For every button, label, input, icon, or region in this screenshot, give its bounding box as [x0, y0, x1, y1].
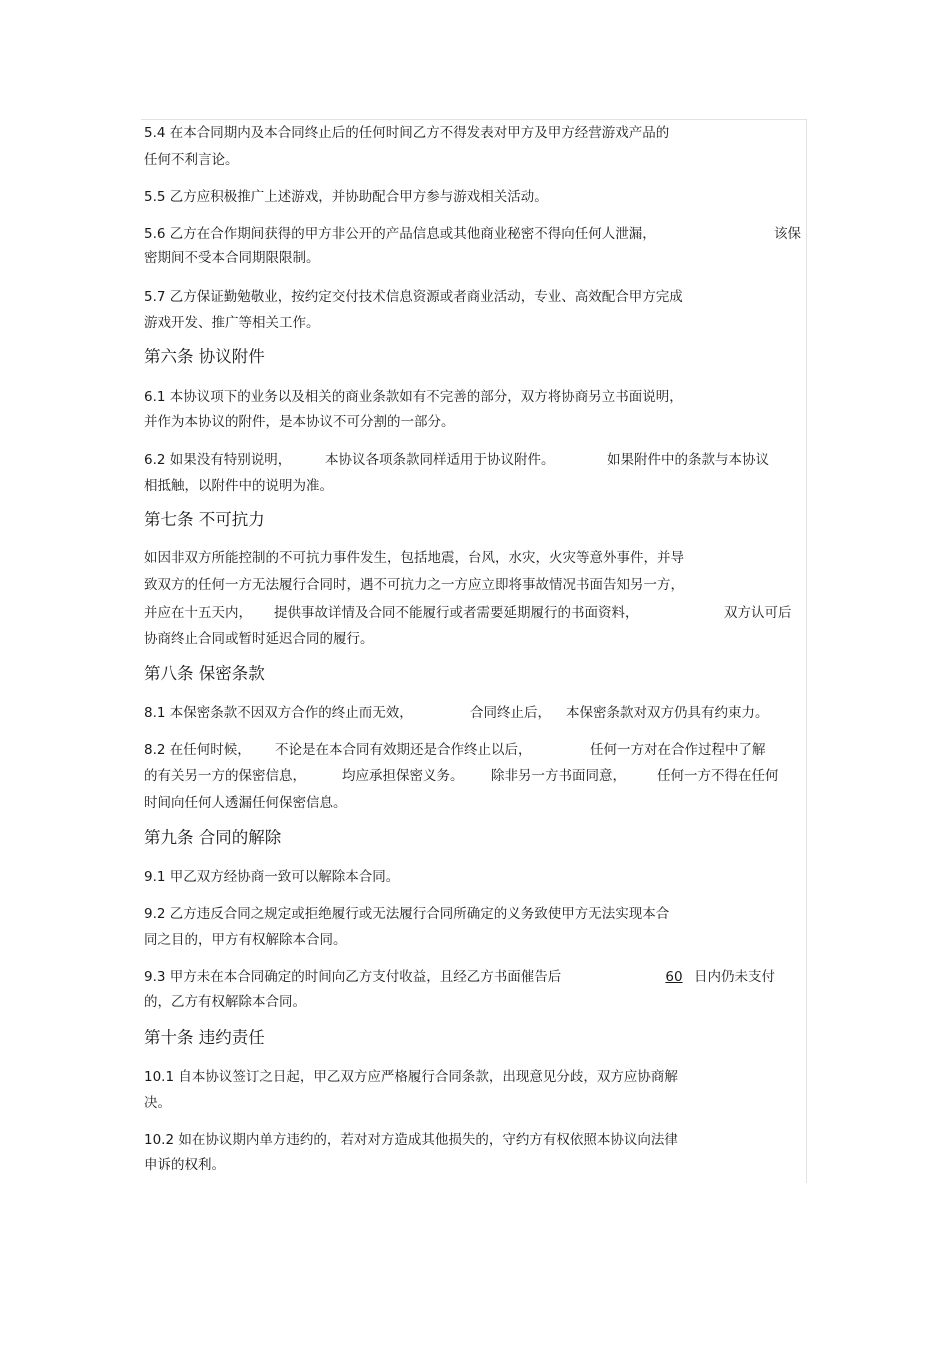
clause-6-2-c: 如果附件中的条款与本协议 — [607, 452, 769, 468]
clause-8-2-line-2-c: 除非另一方书面同意， — [491, 768, 626, 784]
clause-10-1-cont: 决。 — [144, 1095, 171, 1111]
article-10-heading: 第十条 违约责任 — [144, 1028, 265, 1047]
clause-9-3-days-blank: 60 — [665, 969, 683, 985]
clause-7-line-3-a: 并应在十五天内， — [144, 605, 252, 621]
article-9-heading: 第九条 合同的解除 — [144, 828, 282, 847]
clause-9-1: 9.1 甲乙双方经协商一致可以解除本合同。 — [144, 869, 400, 885]
clause-10-2: 10.2 如在协议期内单方违约的，若对对方造成其他损失的，守约方有权依照本协议向法律 — [144, 1132, 678, 1148]
clause-5-4-cont: 任何不利言论。 — [144, 152, 239, 168]
clause-5-6-tail: 该保 — [774, 226, 801, 242]
clause-6-2-a: 6.2 如果没有特别说明， — [144, 452, 292, 468]
clause-8-2-line-3: 时间向任何人透漏任何保密信息。 — [144, 795, 347, 811]
clause-8-2-c: 任何一方对在合作过程中了解 — [590, 742, 766, 758]
clause-8-2-line-2-a: 的有关另一方的保密信息， — [144, 768, 306, 784]
clause-5-7: 5.7 乙方保证勤勉敬业，按约定交付技术信息资源或者商业活动，专业、高效配合甲方完成 — [144, 289, 683, 305]
clause-7-line-2: 致双方的任何一方无法履行合同时，遇不可抗力之一方应立即将事故情况书面告知另一方， — [144, 577, 684, 593]
clause-8-2-line-2-b: 均应承担保密义务。 — [342, 768, 464, 784]
article-7-heading: 第七条 不可抗力 — [144, 510, 265, 529]
clause-7-line-3-c: 双方认可后 — [724, 605, 792, 621]
clause-10-2-cont: 申诉的权利。 — [144, 1157, 225, 1173]
clause-8-1-b: 合同终止后， — [470, 705, 551, 721]
page-border — [141, 119, 807, 1183]
clause-9-2-cont: 同之目的，甲方有权解除本合同。 — [144, 932, 347, 948]
clause-10-1: 10.1 自本协议签订之日起，甲乙双方应严格履行合同条款，出现意见分歧，双方应协商解 — [144, 1069, 678, 1085]
clause-6-2-cont: 相抵触，以附件中的说明为准。 — [144, 478, 333, 494]
article-8-heading: 第八条 保密条款 — [144, 664, 265, 683]
clause-5-6-cont: 密期间不受本合同期限限制。 — [144, 250, 320, 266]
clause-9-3-a: 9.3 甲方未在本合同确定的时间向乙方支付收益，且经乙方书面催告后 — [144, 969, 562, 985]
clause-8-1-c: 本保密条款对双方仍具有约束力。 — [566, 705, 769, 721]
clause-6-1: 6.1 本协议项下的业务以及相关的商业条款如有不完善的部分，双方将协商另立书面说明， — [144, 389, 683, 405]
clause-8-2-line-2-d: 任何一方不得在任何 — [657, 768, 779, 784]
clause-9-2: 9.2 乙方违反合同之规定或拒绝履行或无法履行合同所确定的义务致使甲方无法实现本合 — [144, 906, 670, 922]
clause-8-1-a: 8.1 本保密条款不因双方合作的终止而无效， — [144, 705, 413, 721]
clause-7-line-3-b: 提供事故详情及合同不能履行或者需要延期履行的书面资料， — [274, 605, 639, 621]
clause-5-7-cont: 游戏开发、推广等相关工作。 — [144, 315, 320, 331]
clause-5-6: 5.6 乙方在合作期间获得的甲方非公开的产品信息或其他商业秘密不得向任何人泄漏， — [144, 226, 656, 242]
clause-5-4: 5.4 在本合同期内及本合同终止后的任何时间乙方不得发表对甲方及甲方经营游戏产品的 — [144, 125, 670, 141]
clause-8-2-a: 8.2 在任何时候， — [144, 742, 251, 758]
clause-9-3-cont: 的，乙方有权解除本合同。 — [144, 994, 306, 1010]
clause-6-1-cont: 并作为本协议的附件，是本协议不可分割的一部分。 — [144, 414, 455, 430]
clause-7-line-1: 如因非双方所能控制的不可抗力事件发生，包括地震，台风，水灾，火灾等意外事件，并导 — [144, 550, 684, 566]
clause-6-2-b: 本协议各项条款同样适用于协议附件。 — [325, 452, 555, 468]
clause-9-3-c: 日内仍未支付 — [694, 969, 775, 985]
clause-7-line-4: 协商终止合同或暂时延迟合同的履行。 — [144, 631, 374, 647]
clause-8-2-b: 不论是在本合同有效期还是合作终止以后， — [275, 742, 532, 758]
clause-5-5: 5.5 乙方应积极推广上述游戏，并协助配合甲方参与游戏相关活动。 — [144, 189, 548, 205]
article-6-heading: 第六条 协议附件 — [144, 347, 265, 366]
